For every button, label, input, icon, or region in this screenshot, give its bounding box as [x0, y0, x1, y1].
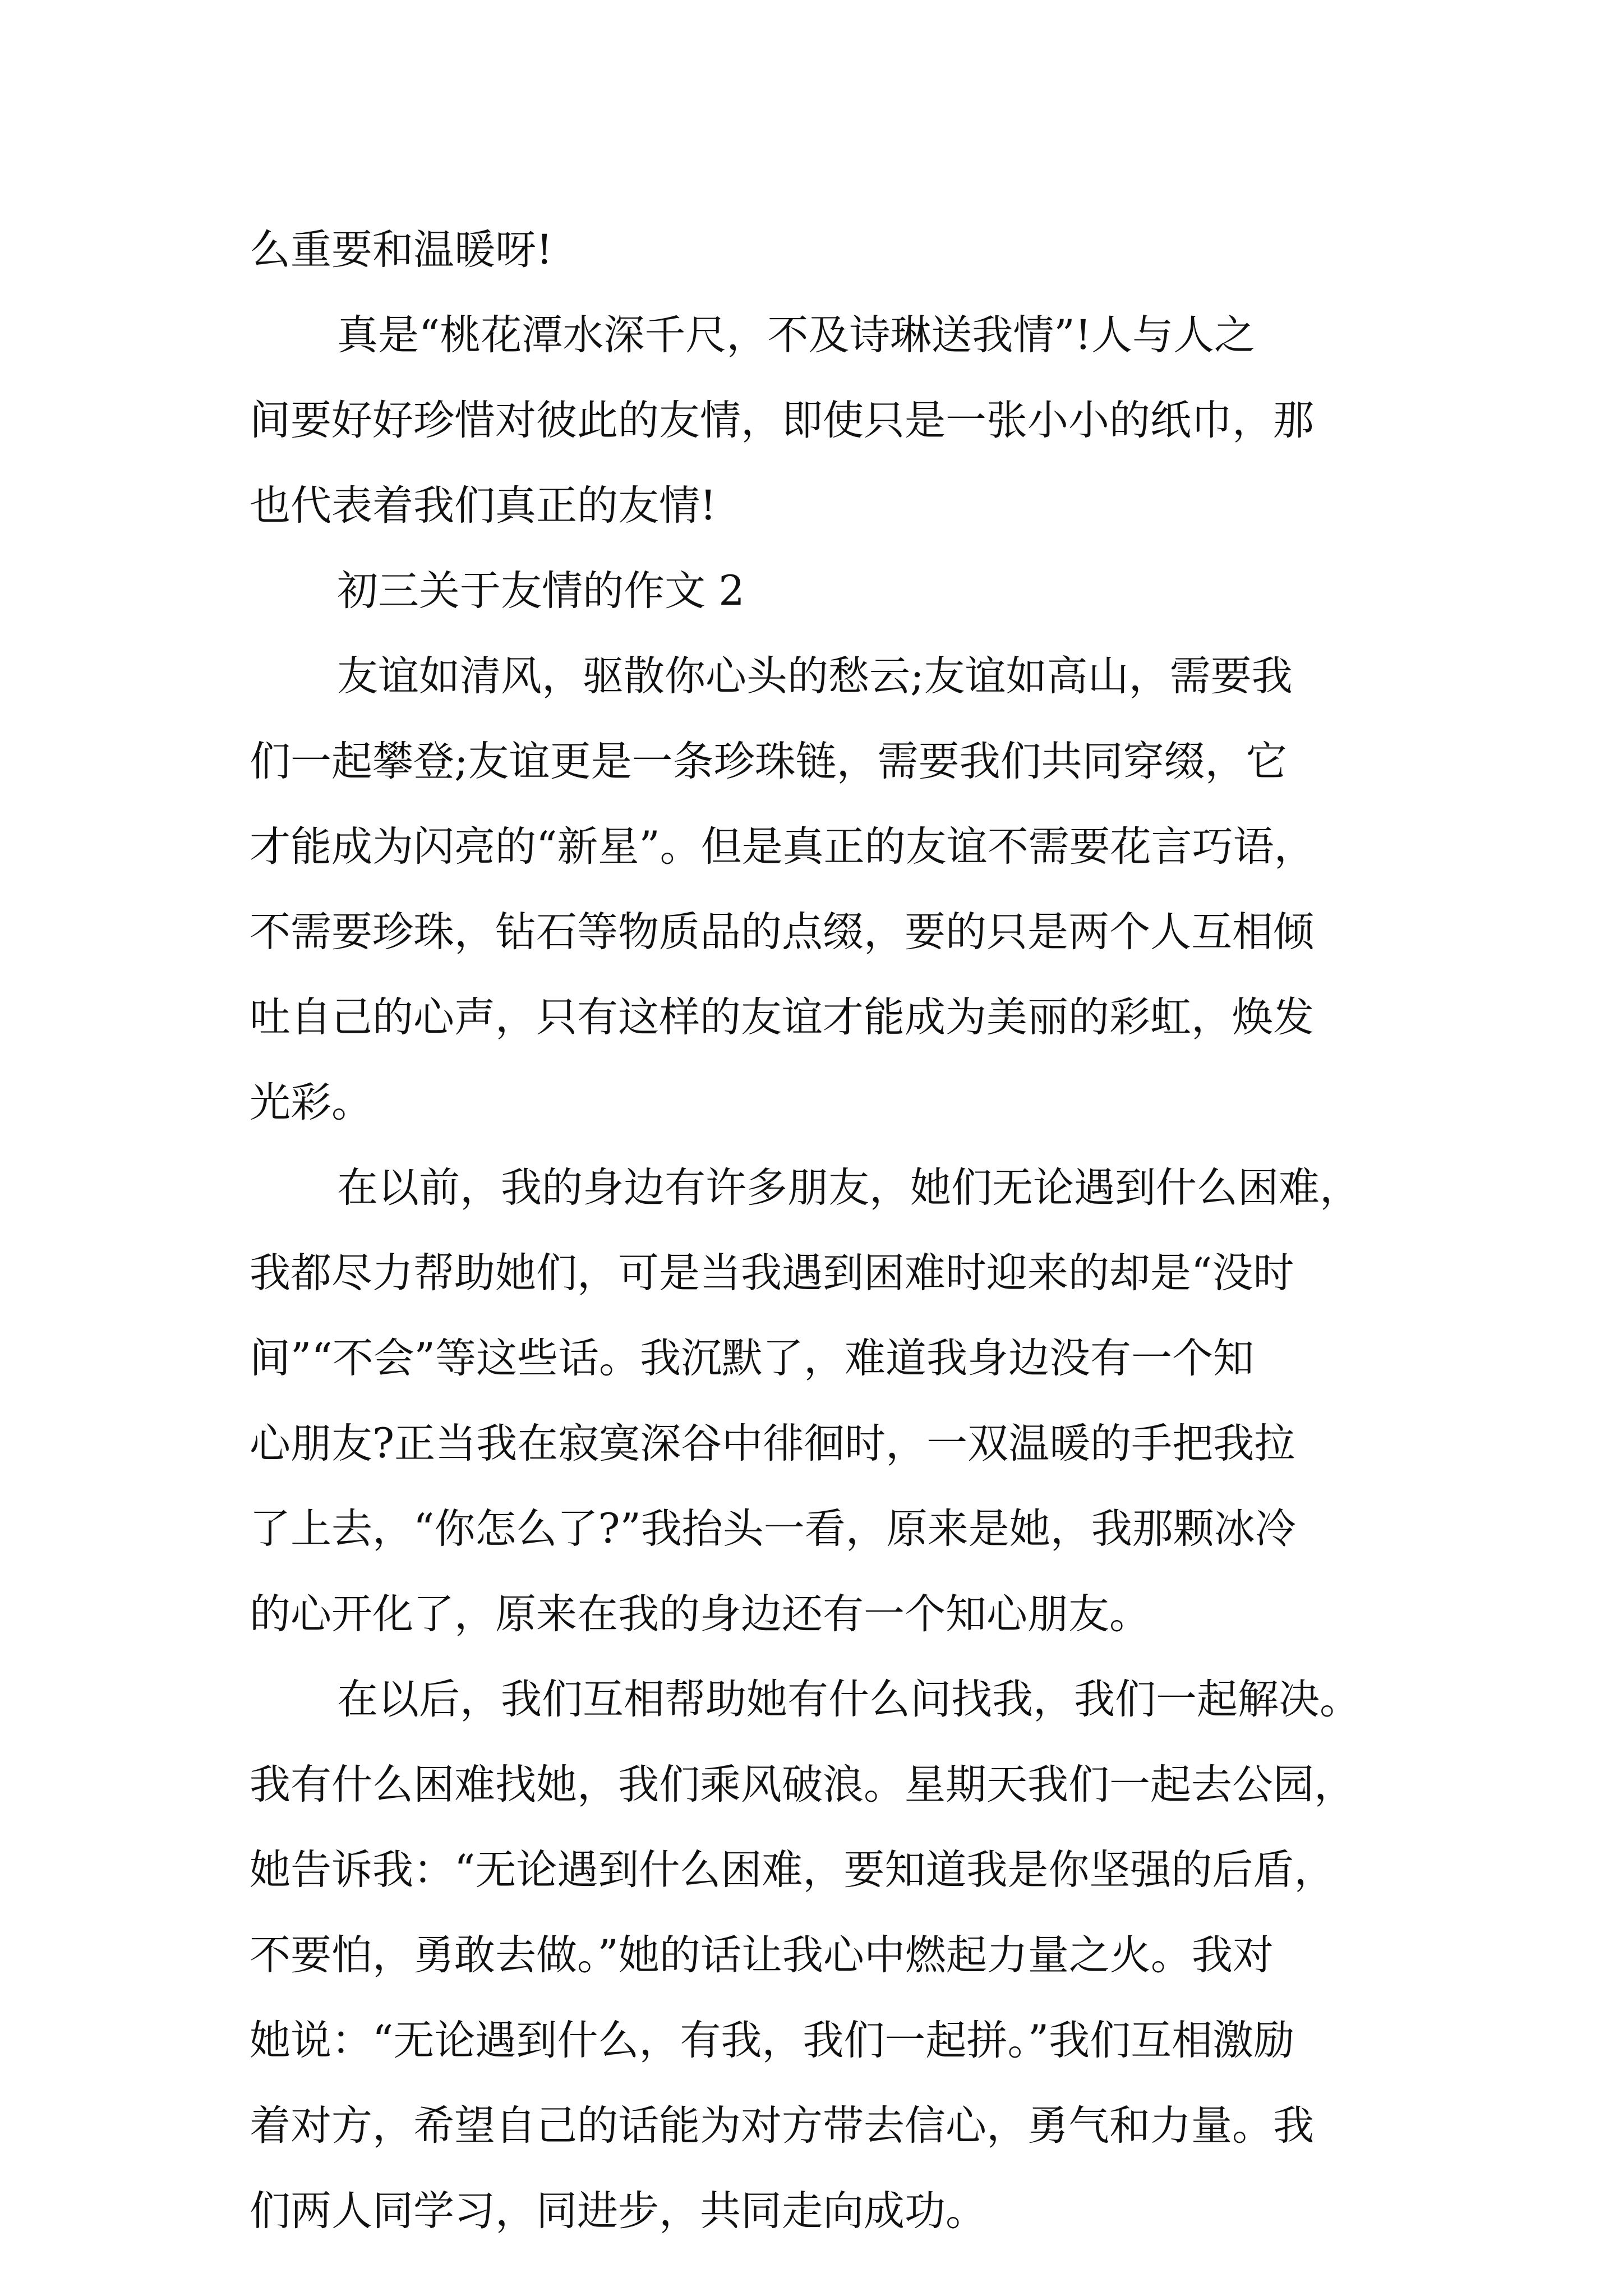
text-line: 她告诉我：“无论遇到什么困难，要知道我是你坚强的后盾，: [250, 1846, 1335, 1894]
text-line: 间”“不会”等这些话。我沉默了，难道我身边没有一个知: [250, 1335, 1254, 1382]
text-line: 的心开化了，原来在我的身边还有一个知心朋友。: [250, 1590, 1150, 1638]
paragraph-start-line: 在以后，我们互相帮助她有什么问找我，我们一起解决。: [337, 1676, 1361, 1723]
text-line: 着对方，希望自己的话能为对方带去信心，勇气和力量。我: [250, 2102, 1314, 2150]
text-line: 不需要珍珠，钻石等物质品的点缀，要的只是两个人互相倾: [250, 908, 1314, 956]
text-line: 吐自己的心声，只有这样的友谊才能成为美丽的彩虹，焕发: [250, 993, 1314, 1041]
section-heading: 初三关于友情的作文 2: [337, 567, 745, 615]
document-page: [250, 208, 1388, 2254]
paragraph-start-line: 在以前，我的身边有许多朋友，她们无论遇到什么困难，: [337, 1164, 1361, 1212]
text-line: 我都尽力帮助她们，可是当我遇到困难时迎来的却是“没时: [250, 1249, 1294, 1297]
text-line: 心朋友?正当我在寂寞深谷中徘徊时，一双温暖的手把我拉: [250, 1420, 1295, 1467]
text-line: 们一起攀登;友谊更是一条珍珠链，需要我们共同穿缀，它: [250, 738, 1287, 785]
text-line: 么重要和温暖呀!: [250, 226, 553, 274]
paragraph-start-line: 真是“桃花潭水深千尺，不及诗琳送我情”!人与人之: [337, 311, 1255, 359]
paragraph-start-line: 友谊如清风，驱散你心头的愁云;友谊如高山，需要我: [337, 652, 1293, 700]
text-line: 间要好好珍惜对彼此的友情，即使只是一张小小的纸巾，那: [250, 397, 1314, 444]
text-line: 了上去，“你怎么了?”我抬头一看，原来是她，我那颗冰冷: [250, 1505, 1296, 1553]
text-line: 光彩。: [250, 1079, 372, 1126]
text-line: 不要怕，勇敢去做。”她的话让我心中燃起力量之火。我对: [250, 1931, 1274, 1979]
text-line: 也代表着我们真正的友情!: [250, 482, 717, 530]
text-line: 们两人同学习，同进步，共同走向成功。: [250, 2187, 986, 2235]
text-line: 我有什么困难找她，我们乘风破浪。星期天我们一起去公园，: [250, 1761, 1355, 1809]
text-line: 她说：“无论遇到什么，有我，我们一起拼。”我们互相激励: [250, 2017, 1295, 2064]
text-line: 才能成为闪亮的“新星”。但是真正的友谊不需要花言巧语，: [250, 823, 1315, 871]
